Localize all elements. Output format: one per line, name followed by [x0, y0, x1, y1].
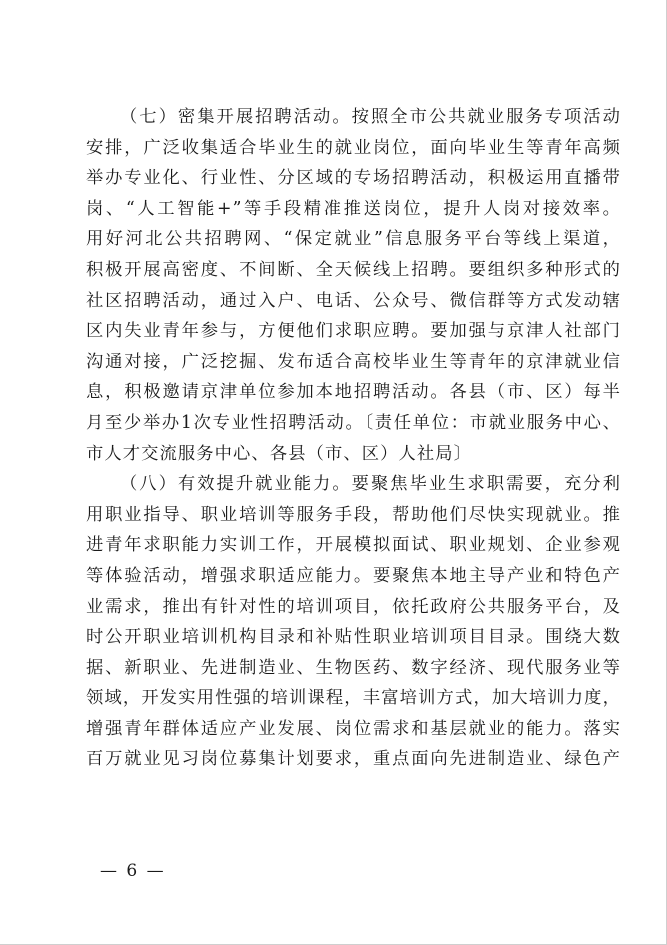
paragraph-7-line: 岗、“人工智能+”等手段精准推送岗位，提升人岗对接效率。: [86, 198, 621, 219]
paragraph-7-line: 社区招聘活动，通过入户、电话、公众号、微信群等方式发动辖: [86, 290, 621, 311]
paragraph-7-line: 息，积极邀请京津单位参加本地招聘活动。各县（市、区）每半: [86, 382, 621, 403]
paragraph-7-line: 积极开展高密度、不间断、全天候线上招聘。要组织多种形式的: [86, 259, 621, 280]
paragraph-8-line: 等体验活动，增强求职适应能力。要聚焦本地主导产业和特色产: [86, 565, 621, 586]
paragraph-7-line: （七）密集开展招聘活动。按照全市公共就业服务专项活动: [120, 107, 621, 127]
paragraph-7-line: 沟通对接，广泛挖掘、发布适合高校毕业生等青年的京津就业信: [86, 351, 621, 372]
paragraph-7-line: 举办专业化、行业性、分区域的专场招聘活动，积极运用直播带: [86, 168, 621, 189]
paragraph-8-line: 进青年求职能力实训工作，开展模拟面试、职业规划、企业参观: [86, 535, 621, 556]
paragraph-8-line: 时公开职业培训机构目录和补贴性职业培训项目目录。围绕大数: [86, 627, 621, 648]
paragraph-8-line: 增强青年群体适应产业发展、岗位需求和基层就业的能力。落实: [86, 718, 621, 739]
paragraph-7-line: 月至少举办1次专业性招聘活动。〔责任单位：市就业服务中心、: [86, 412, 621, 433]
page-number: — 6 —: [100, 861, 166, 881]
paragraph-7-line: 用好河北公共招聘网、“保定就业”信息服务平台等线上渠道，: [86, 229, 621, 250]
paragraph-8-line: （八）有效提升就业能力。要聚焦毕业生求职需要，充分利: [120, 474, 621, 495]
paragraph-8-line: 百万就业见习岗位募集计划要求，重点面向先进制造业、绿色产: [86, 749, 621, 770]
paragraph-7-line: 安排，广泛收集适合毕业生的就业岗位，面向毕业生等青年高频: [86, 137, 621, 158]
paragraph-8-line: 领域，开发实用性强的培训课程，丰富培训方式，加大培训力度，: [86, 688, 621, 709]
paragraph-8-line: 业需求，推出有针对性的培训项目，依托政府公共服务平台，及: [86, 596, 621, 617]
paragraph-7-line: 区内失业青年参与，方便他们求职应聘。要加强与京津人社部门: [86, 321, 621, 342]
paragraph-8-line: 用职业指导、职业培训等服务手段，帮助他们尽快实现就业。推: [86, 504, 621, 525]
paragraph-7-line: 市人才交流服务中心、各县（市、区）人社局〕: [86, 443, 473, 464]
paragraph-8-line: 据、新职业、先进制造业、生物医药、数字经济、现代服务业等: [86, 657, 621, 678]
body-text: [86, 102, 621, 775]
